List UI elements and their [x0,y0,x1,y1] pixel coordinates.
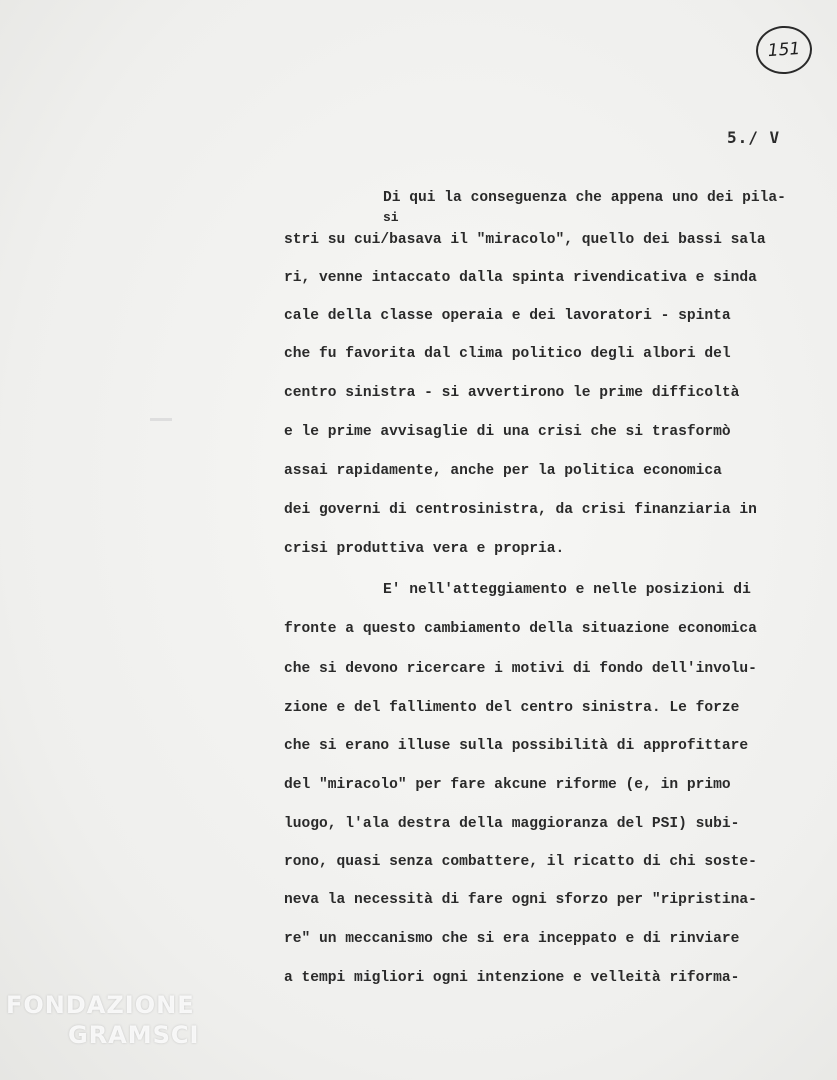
text-line: fronte a questo cambiamento della situazione economica [284,621,757,637]
scan-mark [150,418,172,421]
text-line: zione e del fallimento del centro sinistra. Le forze [284,700,740,716]
text-line: stri su cui/basava il "miracolo", quello dei bassi sala [284,232,766,248]
text-line: che si erano illuse sulla possibilità di approfittare [284,738,749,754]
interlinear-insertion: si [383,210,399,225]
archive-watermark [6,990,216,1070]
text-line: Di qui la conseguenza che appena uno dei pila- [383,190,786,206]
text-line: dei governi di centrosinistra, da crisi finanziaria in [284,502,757,518]
watermark-line-1: FONDAZIONE [6,991,195,1019]
text-line: centro sinistra - si avvertirono le prime difficoltà [284,385,740,401]
text-line: re" un meccanismo che si era inceppato e di rinviare [284,931,740,947]
text-line: e le prime avvisaglie di una crisi che si trasformò [284,424,731,440]
text-line: cale della classe operaia e dei lavoratori - spinta [284,308,731,324]
text-line: luogo, l'ala destra della maggioranza del PSI) subi- [284,816,740,832]
text-line: crisi produttiva vera e propria. [284,541,565,557]
text-line: E' nell'atteggiamento e nelle posizioni di [383,582,751,598]
text-line: a tempi migliori ogni intenzione e velleità riforma- [284,970,740,986]
text-line: assai rapidamente, anche per la politica economica [284,463,722,479]
text-line: neva la necessità di fare ogni sforzo per "ripristina- [284,892,757,908]
text-line: che si devono ricercare i motivi di fondo dell'involu- [284,661,757,677]
text-line: del "miracolo" per fare akcune riforme (e, in primo [284,777,731,793]
watermark-line-2: GRAMSCI [68,1021,200,1049]
text-line: che fu favorita dal clima politico degli albori del [284,346,731,362]
archive-page-stamp: 151 [754,24,813,76]
text-line: ri, venne intaccato dalla spinta rivendicativa e sinda [284,270,757,286]
text-line: rono, quasi senza combattere, il ricatto di chi soste- [284,854,757,870]
page-reference: 5./ V [727,128,781,147]
